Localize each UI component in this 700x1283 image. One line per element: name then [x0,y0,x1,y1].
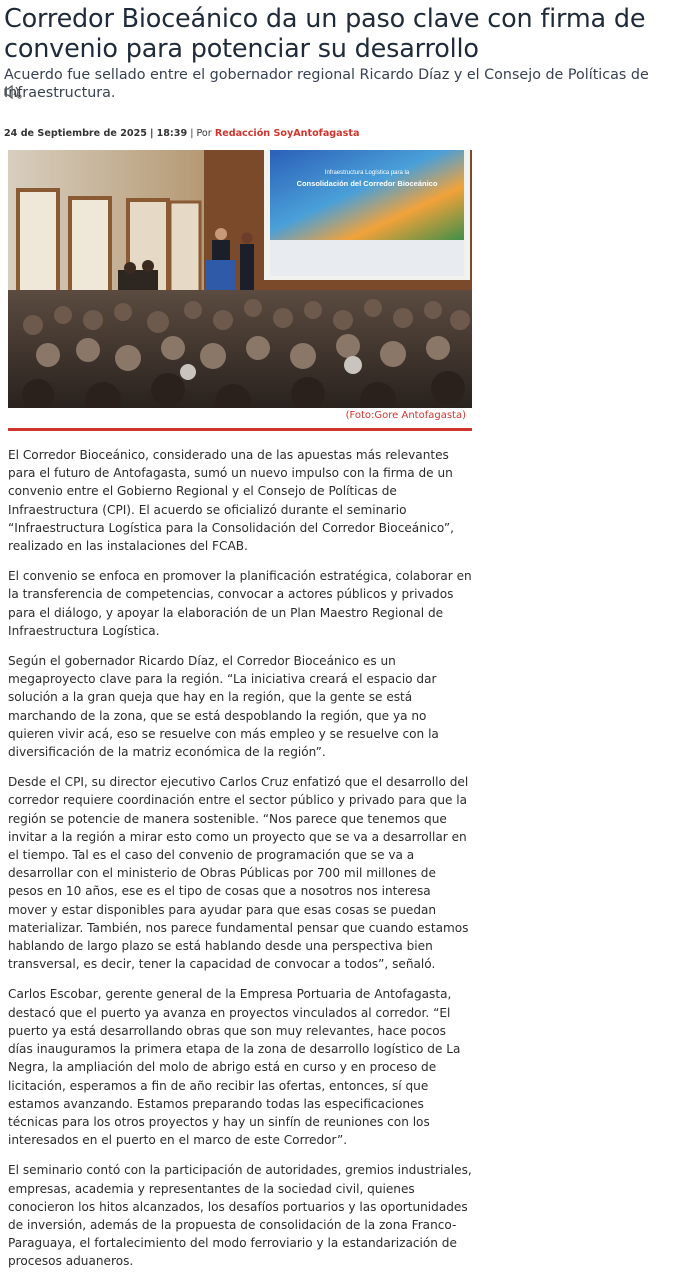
article-paragraph: El Corredor Bioceánico, considerado una de las apuestas más relevantes para el futuro de Antofagasta, sumó un nuevo impulso con la firma de un convenio entre el Gobierno Regional y el Consejo de Políticas de Infraestructura (CPI). El acuerdo se oficializó durante el seminario “Infraestructura Logística para la Consolidación del Corredor Bioceánico”, realizado en las instalaciones del FCAB. [8,448,454,554]
author-link[interactable]: Redacción SoyAntofagasta [214,128,360,139]
speaker-icon[interactable] [4,84,22,100]
seminar-photo-illustration [8,150,472,431]
article-photo[interactable] [8,150,472,431]
article-body [8,446,473,1283]
article-paragraph: El seminario contó con la participación de autoridades, gremios industriales, empresas, academia y representantes de la sociedad civil, quienes conocieron los hitos alcanzados, los desafíos portuarios y las oportunidades de inversión, además de la propuesta de consolidación de la zona Franco-Paraguaya, el fortalecimiento del modo ferroviario y la estandarización de procesos aduaneros. [8,1163,472,1269]
article-paragraph: Según el gobernador Ricardo Díaz, el Corredor Bioceánico es un megaproyecto clave para la región. “La iniciativa creará el espacio dar solución a la gran queja que hay en la región, que la gente se está marchando de la zona, que se está despoblando la región, que ya no quieren vivir acá, eso se resuelve con más empleo y se resuelve con la diversificación de la matriz económica de la región”. [8,654,439,760]
photo-caption-bar [8,408,472,428]
article-paragraph: El convenio se enfoca en promover la planificación estratégica, colaborar en la transferencia de competencias, convocar a actores públicos y privados para el diálogo, y apoyar la elaboración de un Plan Maestro Regional de Infraestructura Logística. [8,569,472,638]
article-headline: Corredor Bioceánico da un paso clave con firma de convenio para potenciar su desarrollo [4,4,646,64]
article-date: 24 de Septiembre de 2025 [4,128,147,139]
meta-separator: | [150,128,154,139]
article-time: 18:39 [156,128,188,139]
meta-separator: | [190,128,194,139]
article-paragraph: Carlos Escobar, gerente general de la Empresa Portuaria de Antofagasta, destacó que el puerto ya avanza en proyectos vinculados al corredor. “El puerto ya está desarrollando obras que son muy relevantes, hace pocos días inauguramos la primera etapa de la zona de desarrollo logístico de La Negra, la ampliación del molo de abrigo está en curso y en proceso de licitación, esperamos a fin de año recibir las ofertas, entonces, sí que estamos avanzando. Estamos preparando todas las especificaciones técnicas para los otros proyectos y hay un sinfín de reuniones con los interesados en el puerto en el marco de este Corredor”. [8,987,461,1148]
screen-text-line2: Consolidación del Corredor Bioceánico [296,179,438,188]
photo-accent-rule [8,428,472,431]
article-paragraph: Desde el CPI, su director ejecutivo Carlos Cruz enfatizó que el desarrollo del corredor requiere coordinación entre el sector público y privado para que la región se potencie de manera sostenible. “Nos parece que tenemos que invitar a la región a mirar esto como un proyecto que se va a desarrollar en el tiempo. Tal es el caso del convenio de programación que se va a desarrollar con el ministerio de Obras Públicas por 700 mil millones de pesos en 10 años, ese es el tipo de cosas que a nosotros nos interesa mover y estar disponibles para ayudar para que esas cosas se puedan materializar. También, nos parece fundamental pensar que cuando estamos hablando de largo plazo se está hablando desde una perspectiva bien transversal, es decir, tener la capacidad de convocar a todos”, señaló. [8,775,469,972]
article-meta [4,127,359,140]
screen-text-line1: Infraestructura Logística para la [324,170,410,176]
author-prefix: Por [196,128,212,139]
article-subtitle: Acuerdo fue sellado entre el gobernador regional Ricardo Díaz y el Consejo de Políticas de Infraestructura. [4,67,649,101]
photo-caption: (Foto:Gore Antofagasta) [345,410,466,421]
